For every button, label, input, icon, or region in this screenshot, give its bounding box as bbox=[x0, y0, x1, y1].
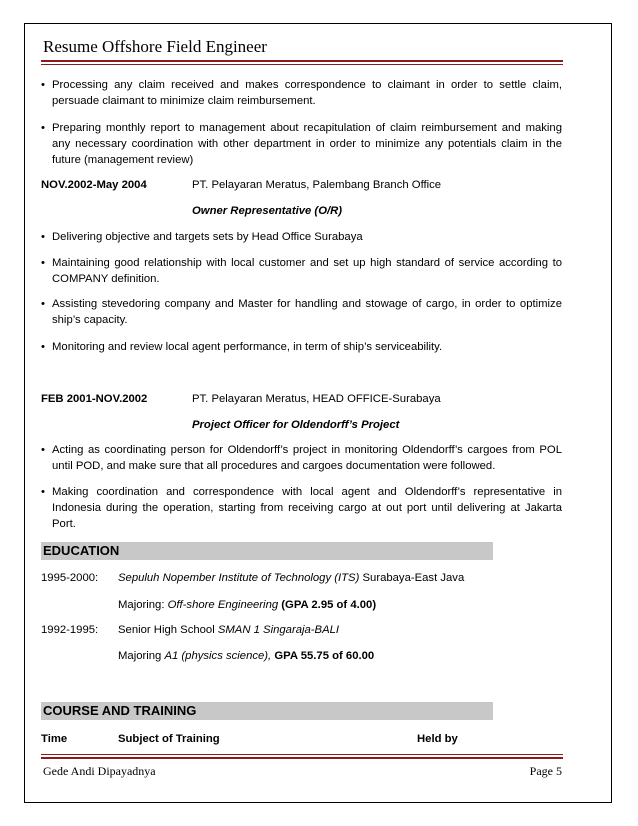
bullet-item: • Preparing monthly report to management about recapitulation of claim reimbursement and making any necessary coordination with other department in order to minimize any potentials claim in the future (management review) bbox=[41, 120, 562, 169]
section-heading: EDUCATION bbox=[43, 543, 120, 558]
table-header-subject: Subject of Training bbox=[118, 733, 220, 745]
education-school: Senior High School SMAN 1 Singaraja-BALI bbox=[118, 624, 340, 636]
bullet-item: • Processing any claim received and makes correspondence to claimant in order to settle claim, persuade claimant to minimize claim reimbursement. bbox=[41, 77, 562, 109]
bullet-item: • Making coordination and correspondence with local agent and Oldendorff’s representative in Indonesia during the operation, starting from receiving cargo at out port until delivering at Jakarta Port. bbox=[41, 484, 562, 533]
section-heading: COURSE AND TRAINING bbox=[43, 703, 197, 718]
table-header-time: Time bbox=[41, 733, 68, 745]
education-school: Sepuluh Nopember Institute of Technology (ITS) Surabaya-East Java bbox=[118, 572, 465, 584]
footer-rule-thick bbox=[41, 757, 563, 759]
bullet-item: • Delivering objective and targets sets by Head Office Surabaya bbox=[41, 229, 562, 245]
education-major: Majoring A1 (physics science), GPA 55.75 of 60.00 bbox=[118, 650, 375, 662]
table-header-held-by: Held by bbox=[417, 733, 458, 745]
education-major: Majoring: Off-shore Engineering (GPA 2.95 of 4.00) bbox=[118, 599, 377, 611]
job-position: Project Officer for Oldendorff’s Project bbox=[192, 419, 400, 431]
bullet-item: • Assisting stevedoring company and Master for handling and stowage of cargo, in order to optimize ship’s capacity. bbox=[41, 296, 562, 328]
job-period: NOV.2002-May 2004 bbox=[41, 179, 147, 191]
education-years: 1992-1995: bbox=[41, 624, 99, 636]
education-years: 1995-2000: bbox=[41, 572, 99, 584]
header-rule-thin bbox=[41, 64, 563, 65]
footer-author: Gede Andi Dipayadnya bbox=[43, 764, 156, 778]
footer-page-number: Page 5 bbox=[529, 764, 562, 778]
section-course-training bbox=[41, 702, 493, 720]
header-rule-thick bbox=[41, 60, 563, 62]
section-education bbox=[41, 542, 493, 560]
bullet-item: • Acting as coordinating person for Oldendorff’s project in monitoring Oldendorff’s cargoes from POL until POD, and make sure that all procedures and cargoes documentation were followed. bbox=[41, 442, 562, 474]
page-title: Resume Offshore Field Engineer bbox=[43, 37, 267, 56]
job-position: Owner Representative (O/R) bbox=[192, 205, 343, 217]
job-company: PT. Pelayaran Meratus, HEAD OFFICE-Surabaya bbox=[192, 393, 441, 405]
job-company: PT. Pelayaran Meratus, Palembang Branch Office bbox=[192, 179, 442, 191]
job-period: FEB 2001-NOV.2002 bbox=[41, 393, 148, 405]
footer-rule-thin bbox=[41, 754, 563, 755]
bullet-item: • Monitoring and review local agent performance, in term of ship’s serviceability. bbox=[41, 339, 562, 355]
bullet-item: • Maintaining good relationship with local customer and set up high standard of service according to COMPANY definition. bbox=[41, 255, 562, 287]
